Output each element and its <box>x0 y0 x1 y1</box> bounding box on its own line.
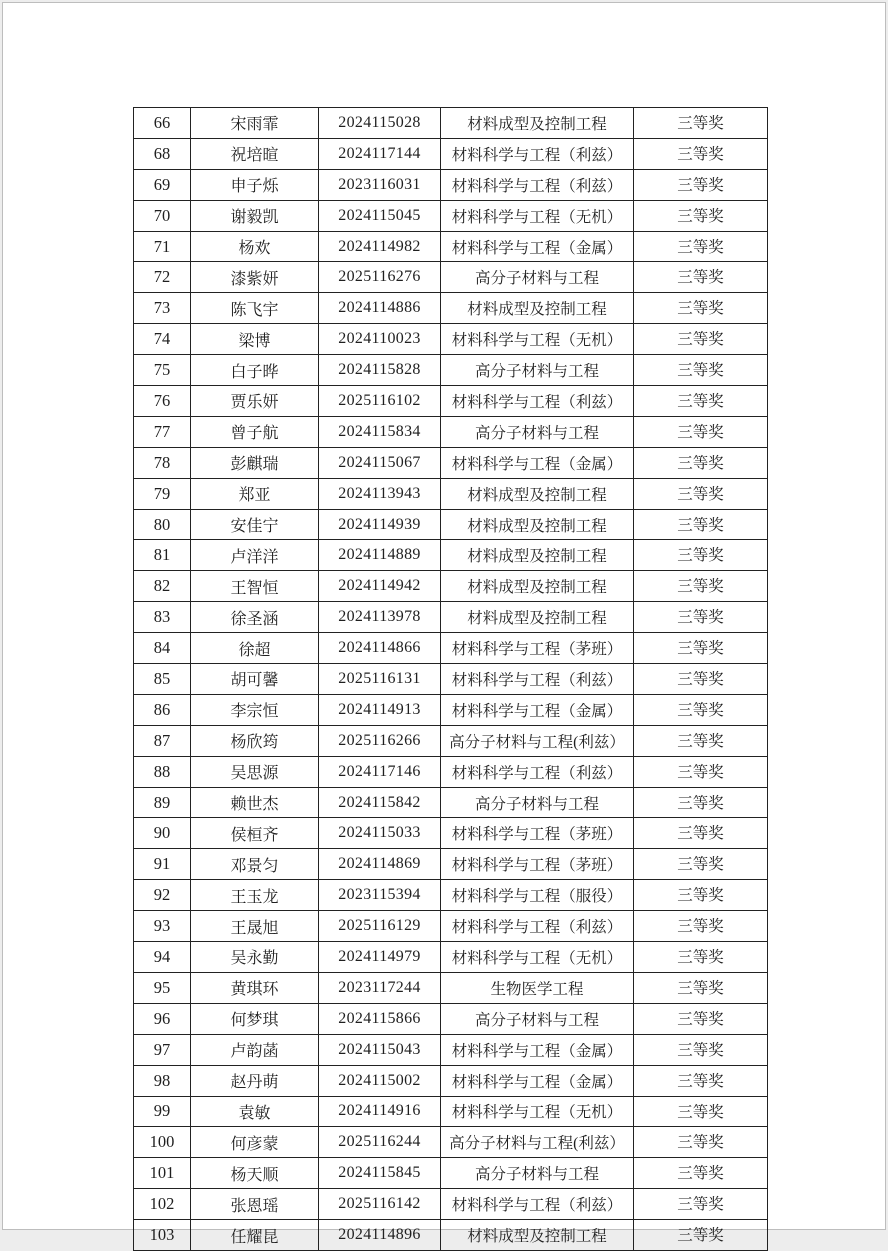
cell-award-level: 三等奖 <box>634 972 768 1003</box>
cell-student-id: 2024115033 <box>319 818 441 849</box>
cell-serial-number: 71 <box>134 231 191 262</box>
cell-student-name: 邓景匀 <box>191 849 319 880</box>
table-row <box>134 231 768 262</box>
cell-student-name: 王智恒 <box>191 571 319 602</box>
cell-serial-number: 92 <box>134 880 191 911</box>
cell-major: 材料成型及控制工程 <box>441 108 634 139</box>
table-row <box>134 540 768 571</box>
cell-student-id: 2024114939 <box>319 509 441 540</box>
cell-serial-number: 80 <box>134 509 191 540</box>
cell-student-id: 2024115067 <box>319 447 441 478</box>
cell-student-id: 2024115866 <box>319 1003 441 1034</box>
cell-award-level: 三等奖 <box>634 509 768 540</box>
cell-student-id: 2024115043 <box>319 1034 441 1065</box>
table-row <box>134 262 768 293</box>
cell-student-name: 杨欢 <box>191 231 319 262</box>
cell-award-level: 三等奖 <box>634 756 768 787</box>
cell-student-name: 杨天顺 <box>191 1158 319 1189</box>
cell-student-id: 2024115828 <box>319 355 441 386</box>
cell-student-name: 杨欣筠 <box>191 725 319 756</box>
cell-serial-number: 88 <box>134 756 191 787</box>
cell-award-level: 三等奖 <box>634 540 768 571</box>
cell-student-id: 2024115842 <box>319 787 441 818</box>
cell-student-name: 任耀昆 <box>191 1220 319 1251</box>
cell-major: 高分子材料与工程(利兹） <box>441 1127 634 1158</box>
cell-student-id: 2024115028 <box>319 108 441 139</box>
cell-student-id: 2024114982 <box>319 231 441 262</box>
table-row <box>134 1065 768 1096</box>
cell-serial-number: 82 <box>134 571 191 602</box>
table-row <box>134 1158 768 1189</box>
table-row <box>134 108 768 139</box>
cell-serial-number: 84 <box>134 633 191 664</box>
cell-award-level: 三等奖 <box>634 447 768 478</box>
cell-serial-number: 89 <box>134 787 191 818</box>
cell-student-id: 2024115045 <box>319 200 441 231</box>
cell-student-name: 张恩瑶 <box>191 1189 319 1220</box>
cell-student-name: 陈飞宇 <box>191 293 319 324</box>
table-row <box>134 1127 768 1158</box>
cell-award-level: 三等奖 <box>634 1158 768 1189</box>
cell-student-name: 宋雨霏 <box>191 108 319 139</box>
cell-major: 材料科学与工程（服役） <box>441 880 634 911</box>
table-row <box>134 1096 768 1127</box>
cell-student-id: 2024114942 <box>319 571 441 602</box>
cell-student-id: 2025116131 <box>319 664 441 695</box>
table-row <box>134 911 768 942</box>
cell-student-name: 徐圣涵 <box>191 602 319 633</box>
cell-award-level: 三等奖 <box>634 1003 768 1034</box>
cell-major: 材料科学与工程（茅班） <box>441 818 634 849</box>
cell-student-id: 2024113978 <box>319 602 441 633</box>
table-row <box>134 664 768 695</box>
cell-student-name: 何彦蒙 <box>191 1127 319 1158</box>
cell-student-id: 2024115834 <box>319 416 441 447</box>
cell-award-level: 三等奖 <box>634 355 768 386</box>
cell-award-level: 三等奖 <box>634 1189 768 1220</box>
table-row <box>134 1003 768 1034</box>
cell-student-id: 2025116129 <box>319 911 441 942</box>
cell-serial-number: 85 <box>134 664 191 695</box>
table-row <box>134 694 768 725</box>
cell-major: 高分子材料与工程 <box>441 416 634 447</box>
table-row <box>134 509 768 540</box>
cell-award-level: 三等奖 <box>634 386 768 417</box>
table-row <box>134 1220 768 1251</box>
cell-student-name: 曾子航 <box>191 416 319 447</box>
table-row <box>134 324 768 355</box>
cell-student-name: 侯桓齐 <box>191 818 319 849</box>
cell-serial-number: 86 <box>134 694 191 725</box>
cell-student-id: 2024110023 <box>319 324 441 355</box>
cell-student-name: 安佳宁 <box>191 509 319 540</box>
cell-serial-number: 72 <box>134 262 191 293</box>
cell-award-level: 三等奖 <box>634 571 768 602</box>
cell-student-name: 赖世杰 <box>191 787 319 818</box>
table-row <box>134 571 768 602</box>
cell-award-level: 三等奖 <box>634 231 768 262</box>
cell-student-name: 贾乐妍 <box>191 386 319 417</box>
cell-student-name: 胡可馨 <box>191 664 319 695</box>
cell-student-id: 2025116102 <box>319 386 441 417</box>
cell-serial-number: 91 <box>134 849 191 880</box>
cell-student-name: 梁博 <box>191 324 319 355</box>
cell-serial-number: 77 <box>134 416 191 447</box>
cell-award-level: 三等奖 <box>634 1096 768 1127</box>
cell-major: 材料成型及控制工程 <box>441 509 634 540</box>
cell-major: 生物医学工程 <box>441 972 634 1003</box>
cell-serial-number: 100 <box>134 1127 191 1158</box>
cell-serial-number: 83 <box>134 602 191 633</box>
cell-major: 高分子材料与工程 <box>441 1158 634 1189</box>
cell-award-level: 三等奖 <box>634 1220 768 1251</box>
cell-major: 材料科学与工程（金属） <box>441 694 634 725</box>
table-row <box>134 200 768 231</box>
table-row <box>134 447 768 478</box>
table-row <box>134 478 768 509</box>
cell-major: 材料科学与工程（利兹） <box>441 138 634 169</box>
cell-student-id: 2025116244 <box>319 1127 441 1158</box>
cell-major: 材料科学与工程（无机） <box>441 324 634 355</box>
cell-major: 材料科学与工程（利兹） <box>441 911 634 942</box>
table-row <box>134 880 768 911</box>
cell-award-level: 三等奖 <box>634 942 768 973</box>
cell-major: 材料成型及控制工程 <box>441 571 634 602</box>
cell-award-level: 三等奖 <box>634 787 768 818</box>
cell-serial-number: 74 <box>134 324 191 355</box>
table-row <box>134 355 768 386</box>
cell-serial-number: 90 <box>134 818 191 849</box>
cell-award-level: 三等奖 <box>634 324 768 355</box>
cell-award-level: 三等奖 <box>634 262 768 293</box>
cell-major: 材料成型及控制工程 <box>441 293 634 324</box>
cell-student-name: 卢洋洋 <box>191 540 319 571</box>
cell-major: 材料科学与工程（利兹） <box>441 664 634 695</box>
cell-student-id: 2024114889 <box>319 540 441 571</box>
cell-student-name: 谢毅凯 <box>191 200 319 231</box>
cell-student-id: 2024114913 <box>319 694 441 725</box>
cell-serial-number: 69 <box>134 169 191 200</box>
cell-award-level: 三等奖 <box>634 849 768 880</box>
cell-student-id: 2024114916 <box>319 1096 441 1127</box>
cell-student-id: 2023117244 <box>319 972 441 1003</box>
table-row <box>134 756 768 787</box>
table-row <box>134 169 768 200</box>
table-row <box>134 725 768 756</box>
cell-serial-number: 87 <box>134 725 191 756</box>
cell-student-name: 漆紫妍 <box>191 262 319 293</box>
document-page <box>2 2 886 1246</box>
cell-student-name: 王玉龙 <box>191 880 319 911</box>
cell-major: 材料科学与工程（金属） <box>441 1034 634 1065</box>
cell-student-name: 彭麒瑞 <box>191 447 319 478</box>
table-row <box>134 972 768 1003</box>
cell-serial-number: 70 <box>134 200 191 231</box>
cell-major: 材料成型及控制工程 <box>441 602 634 633</box>
cell-serial-number: 99 <box>134 1096 191 1127</box>
cell-major: 高分子材料与工程 <box>441 262 634 293</box>
cell-major: 高分子材料与工程 <box>441 1003 634 1034</box>
cell-student-name: 李宗恒 <box>191 694 319 725</box>
cell-serial-number: 95 <box>134 972 191 1003</box>
cell-major: 高分子材料与工程 <box>441 787 634 818</box>
cell-student-name: 祝培暄 <box>191 138 319 169</box>
cell-major: 材料科学与工程（无机） <box>441 200 634 231</box>
cell-student-name: 卢韵菡 <box>191 1034 319 1065</box>
cell-student-id: 2025116142 <box>319 1189 441 1220</box>
cell-award-level: 三等奖 <box>634 1034 768 1065</box>
cell-student-id: 2024114896 <box>319 1220 441 1251</box>
cell-major: 高分子材料与工程 <box>441 355 634 386</box>
cell-award-level: 三等奖 <box>634 108 768 139</box>
cell-award-level: 三等奖 <box>634 694 768 725</box>
table-row <box>134 1189 768 1220</box>
table-row <box>134 942 768 973</box>
table-row <box>134 633 768 664</box>
cell-major: 材料科学与工程（无机） <box>441 1096 634 1127</box>
cell-major: 材料成型及控制工程 <box>441 1220 634 1251</box>
table-row <box>134 138 768 169</box>
cell-award-level: 三等奖 <box>634 818 768 849</box>
cell-student-name: 黄琪环 <box>191 972 319 1003</box>
cell-award-level: 三等奖 <box>634 1065 768 1096</box>
cell-student-name: 郑亚 <box>191 478 319 509</box>
awards-table-body <box>134 108 768 1251</box>
table-row <box>134 1034 768 1065</box>
cell-serial-number: 93 <box>134 911 191 942</box>
table-row <box>134 787 768 818</box>
table-row <box>134 416 768 447</box>
cell-student-id: 2024117144 <box>319 138 441 169</box>
cell-student-id: 2023115394 <box>319 880 441 911</box>
cell-student-id: 2024114886 <box>319 293 441 324</box>
cell-award-level: 三等奖 <box>634 880 768 911</box>
table-row <box>134 602 768 633</box>
cell-student-id: 2024114979 <box>319 942 441 973</box>
cell-major: 材料科学与工程（茅班） <box>441 633 634 664</box>
cell-award-level: 三等奖 <box>634 169 768 200</box>
cell-serial-number: 75 <box>134 355 191 386</box>
cell-award-level: 三等奖 <box>634 911 768 942</box>
cell-award-level: 三等奖 <box>634 138 768 169</box>
cell-serial-number: 96 <box>134 1003 191 1034</box>
cell-student-id: 2024114866 <box>319 633 441 664</box>
table-row <box>134 386 768 417</box>
cell-award-level: 三等奖 <box>634 478 768 509</box>
cell-student-id: 2024117146 <box>319 756 441 787</box>
cell-student-id: 2025116276 <box>319 262 441 293</box>
cell-award-level: 三等奖 <box>634 725 768 756</box>
cell-serial-number: 79 <box>134 478 191 509</box>
cell-major: 材料科学与工程（利兹） <box>441 756 634 787</box>
cell-award-level: 三等奖 <box>634 602 768 633</box>
cell-major: 高分子材料与工程(利兹） <box>441 725 634 756</box>
cell-serial-number: 73 <box>134 293 191 324</box>
cell-student-name: 何梦琪 <box>191 1003 319 1034</box>
cell-major: 材料科学与工程（利兹） <box>441 1189 634 1220</box>
cell-student-name: 吴思源 <box>191 756 319 787</box>
cell-serial-number: 98 <box>134 1065 191 1096</box>
cell-major: 材料科学与工程（金属） <box>441 231 634 262</box>
cell-serial-number: 97 <box>134 1034 191 1065</box>
cell-student-id: 2024113943 <box>319 478 441 509</box>
cell-student-name: 王晟旭 <box>191 911 319 942</box>
table-row <box>134 849 768 880</box>
cell-major: 材料科学与工程（茅班） <box>441 849 634 880</box>
cell-award-level: 三等奖 <box>634 200 768 231</box>
cell-major: 材料成型及控制工程 <box>441 540 634 571</box>
table-row <box>134 293 768 324</box>
cell-serial-number: 101 <box>134 1158 191 1189</box>
cell-student-id: 2024114869 <box>319 849 441 880</box>
cell-serial-number: 94 <box>134 942 191 973</box>
cell-student-name: 白子晔 <box>191 355 319 386</box>
cell-serial-number: 81 <box>134 540 191 571</box>
awards-table <box>133 107 768 1251</box>
table-row <box>134 818 768 849</box>
cell-award-level: 三等奖 <box>634 416 768 447</box>
cell-student-id: 2023116031 <box>319 169 441 200</box>
cell-student-name: 徐超 <box>191 633 319 664</box>
cell-major: 材料科学与工程（无机） <box>441 942 634 973</box>
cell-student-id: 2024115845 <box>319 1158 441 1189</box>
cell-student-name: 赵丹萌 <box>191 1065 319 1096</box>
cell-student-id: 2024115002 <box>319 1065 441 1096</box>
cell-student-id: 2025116266 <box>319 725 441 756</box>
cell-major: 材料科学与工程（金属） <box>441 1065 634 1096</box>
cell-serial-number: 78 <box>134 447 191 478</box>
cell-serial-number: 102 <box>134 1189 191 1220</box>
cell-student-name: 吴永勤 <box>191 942 319 973</box>
cell-serial-number: 103 <box>134 1220 191 1251</box>
cell-major: 材料科学与工程（利兹） <box>441 169 634 200</box>
cell-major: 材料成型及控制工程 <box>441 478 634 509</box>
cell-major: 材料科学与工程（利兹） <box>441 386 634 417</box>
cell-major: 材料科学与工程（金属） <box>441 447 634 478</box>
cell-student-name: 袁敏 <box>191 1096 319 1127</box>
cell-award-level: 三等奖 <box>634 293 768 324</box>
cell-serial-number: 66 <box>134 108 191 139</box>
cell-award-level: 三等奖 <box>634 664 768 695</box>
cell-award-level: 三等奖 <box>634 633 768 664</box>
cell-student-name: 申子烁 <box>191 169 319 200</box>
cell-serial-number: 76 <box>134 386 191 417</box>
cell-serial-number: 68 <box>134 138 191 169</box>
cell-award-level: 三等奖 <box>634 1127 768 1158</box>
